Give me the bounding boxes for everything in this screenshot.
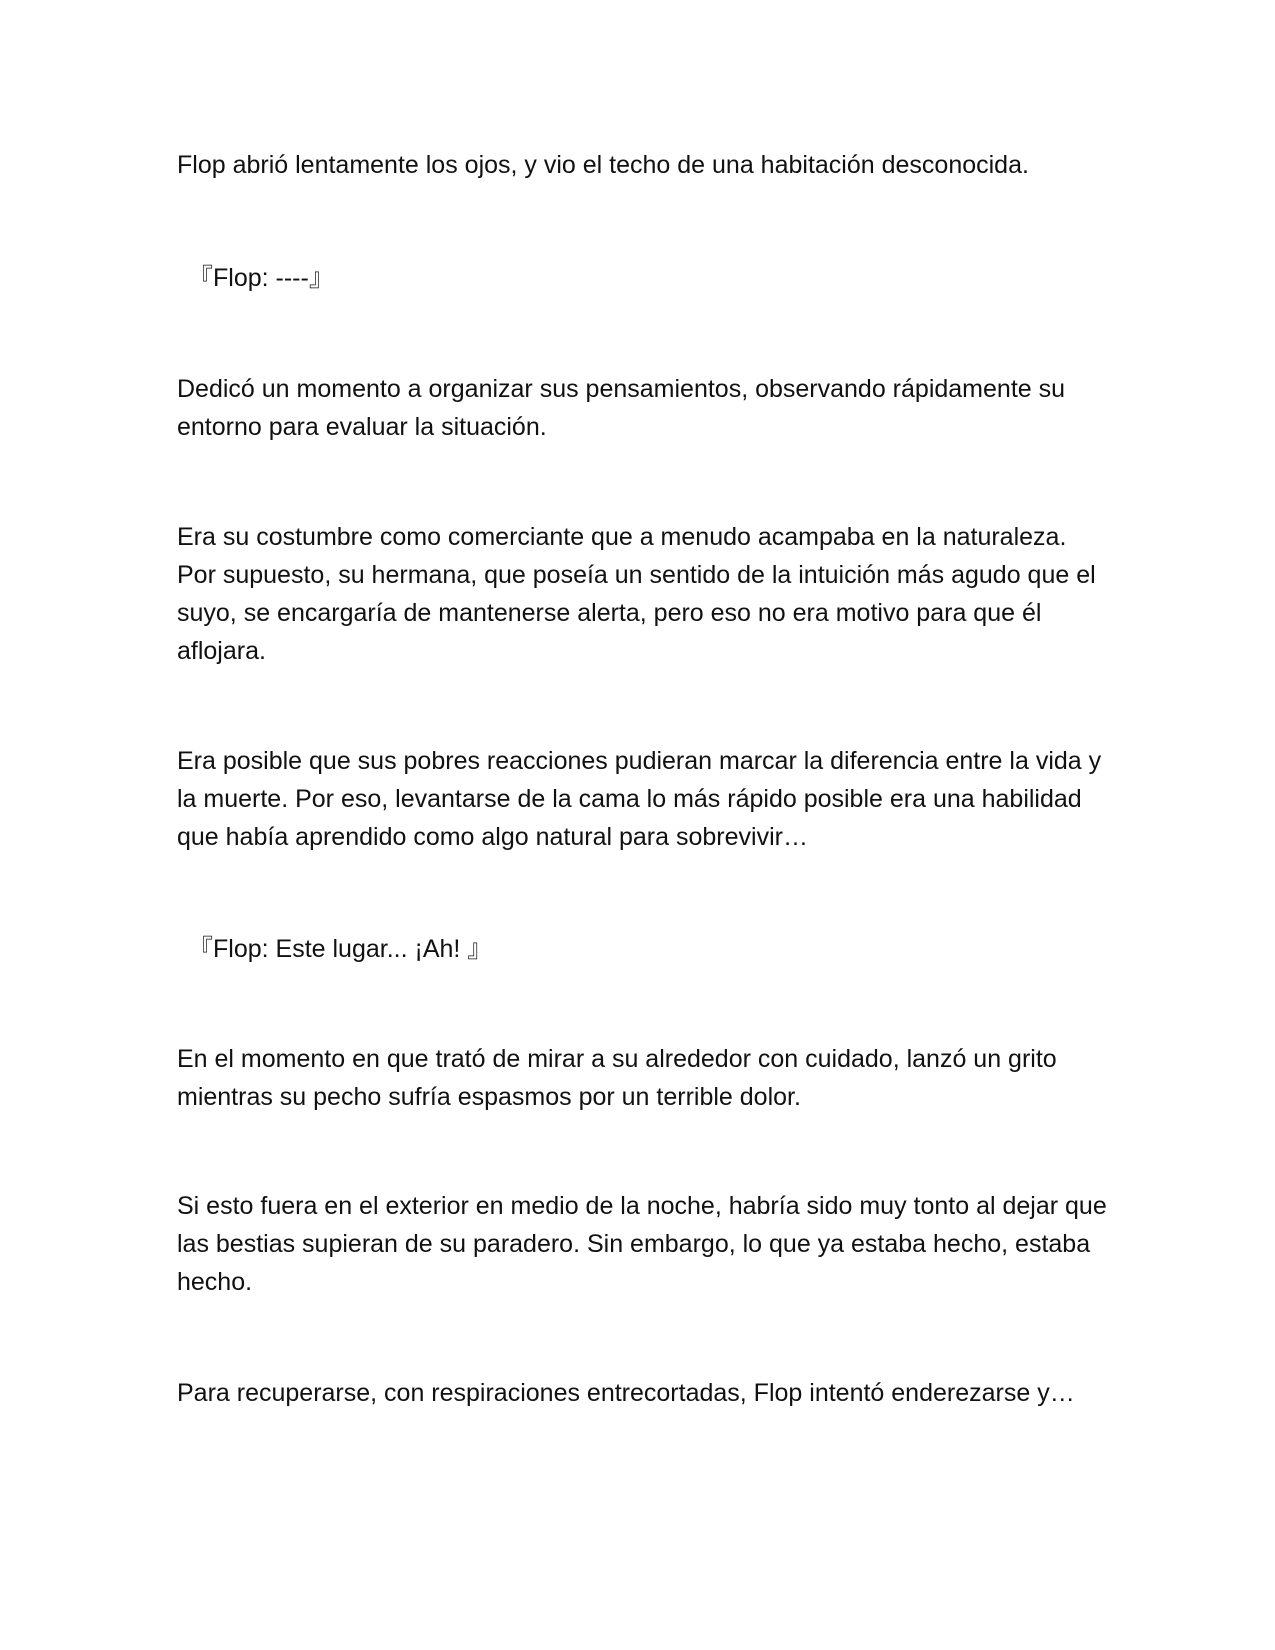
paragraph-5: En el momento en que trató de mirar a su alrededor con cuidado, lanzó un grito mientras su pecho sufría espasmos por un terrible dolor.	[177, 1045, 1057, 1111]
paragraph-3: Era su costumbre como comerciante que a menudo acampaba en la naturaleza. Por supuesto, su hermana, que poseía un sentido de la intuición más agudo que el suyo, se encargaría de mantenerse alerta, pero eso no era motivo para que él aflojara.	[177, 523, 1096, 665]
paragraph-2: Dedicó un momento a organizar sus pensamientos, observando rápidamente su entorno para evaluar la situación.	[177, 375, 1066, 441]
dialogue-line-1: 『Flop: ----』	[188, 264, 334, 292]
paragraph-1: Flop abrió lentamente los ojos, y vio el techo de una habitación desconocida.	[177, 151, 1029, 179]
paragraph-4: Era posible que sus pobres reacciones pudieran marcar la diferencia entre la vida y la muerte. Por eso, levantarse de la cama lo más rápido posible era una habilidad que había aprendido como algo natural para sobrevivir…	[177, 747, 1102, 851]
paragraph-6: Si esto fuera en el exterior en medio de la noche, habría sido muy tonto al dejar que las bestias supieran de su paradero. Sin embargo, lo que ya estaba hecho, estaba hecho.	[177, 1192, 1107, 1296]
paragraph-7: Para recuperarse, con respiraciones entrecortadas, Flop intentó enderezarse y…	[177, 1379, 1075, 1407]
dialogue-line-2: 『Flop: Este lugar... ¡Ah! 』	[188, 935, 493, 963]
